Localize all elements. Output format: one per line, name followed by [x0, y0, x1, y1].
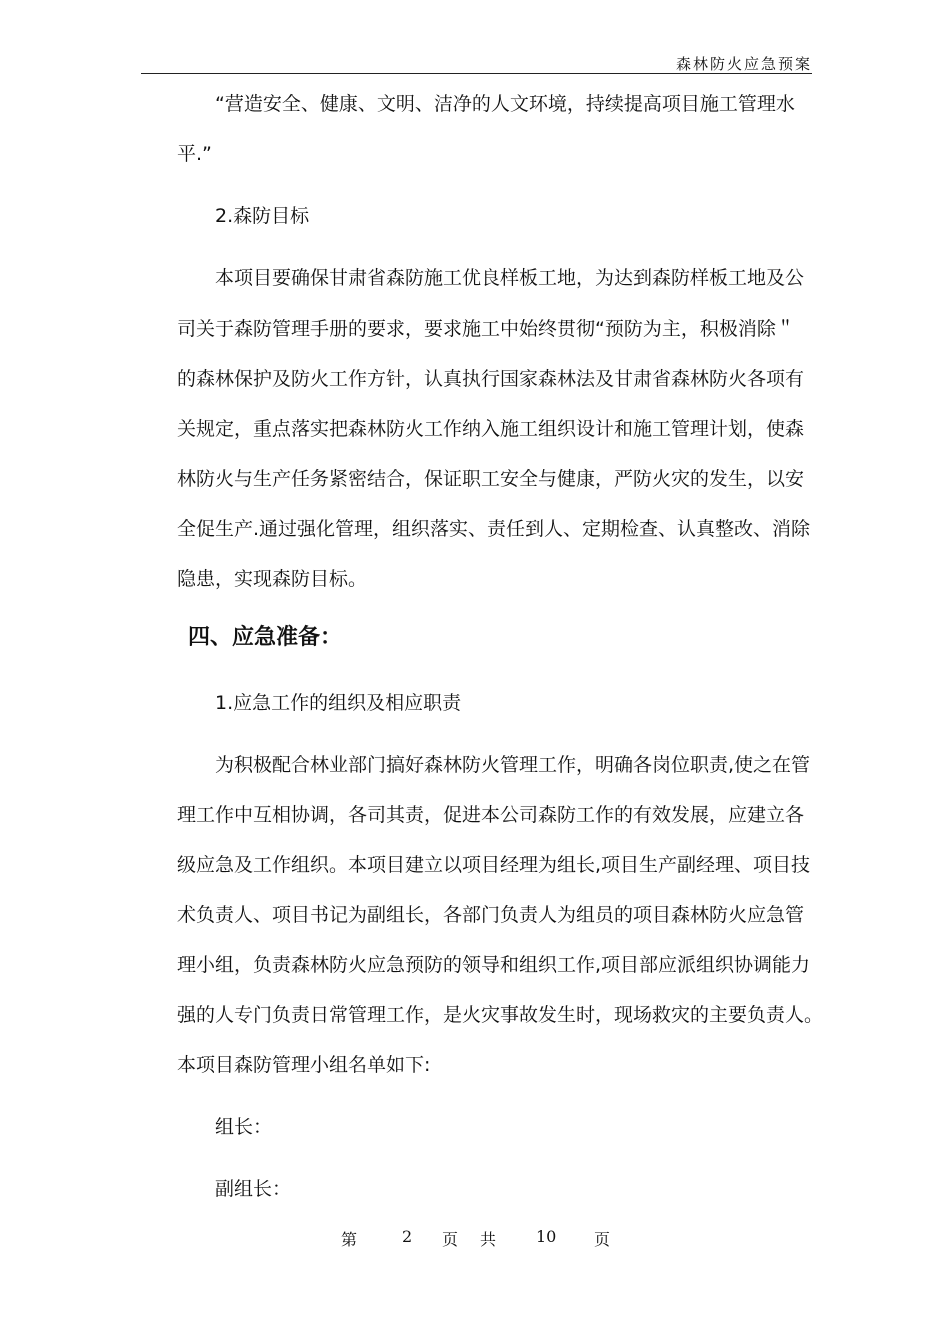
subsection-title: 1.应急工作的组织及相应职责 [215, 692, 462, 714]
paragraph-line: 术负责人、项目书记为副组长，各部门负责人为组员的项目森林防火应急管 [177, 904, 805, 926]
paragraph-line: 全促生产.通过强化管理，组织落实、责任到人、定期检查、认真整改、消除 [177, 518, 811, 540]
paragraph-line: 司关于森防管理手册的要求，要求施工中始终贯彻“预防为主，积极消除＂ [177, 318, 795, 340]
footer-label-suffix: 页 [594, 1230, 611, 1249]
subsection-title: 2.森防目标 [215, 205, 310, 227]
list-item: 组长： [215, 1116, 273, 1138]
footer-total-pages: 10 [536, 1227, 557, 1246]
paragraph-line: 级应急及工作组织。本项目建立以项目经理为组长,项目生产副经理、项目技 [177, 854, 811, 876]
paragraph-line: 为积极配合林业部门搞好森林防火管理工作，明确各岗位职责,使之在管 [215, 754, 811, 776]
paragraph-line: 强的人专门负责日常管理工作，是火灾事故发生时，现场救灾的主要负责人。 [177, 1004, 824, 1026]
paragraph-line: 的森林保护及防火工作方针，认真执行国家森林法及甘肃省森林防火各项有 [177, 368, 805, 390]
paragraph-line: 关规定，重点落实把森林防火工作纳入施工组织设计和施工管理计划，使森 [177, 418, 805, 440]
paragraph-line: 理小组，负责森林防火应急预防的领导和组织工作,项目部应派组织协调能力 [177, 954, 811, 976]
paragraph-line: 理工作中互相协调，各司其责，促进本公司森防工作的有效发展，应建立各 [177, 804, 805, 826]
footer-current-page: 2 [402, 1227, 413, 1246]
footer-label-mid: 页共 [442, 1230, 519, 1249]
paragraph-line: 隐患，实现森防目标。 [177, 568, 368, 590]
paragraph-line: 本项目森防管理小组名单如下: [177, 1054, 431, 1076]
paragraph-line: 林防火与生产任务紧密结合，保证职工安全与健康，严防火灾的发生，以安 [177, 468, 805, 490]
paragraph-line: 本项目要确保甘肃省森防施工优良样板工地，为达到森防样板工地及公 [215, 267, 805, 289]
paragraph-line: 平.” [177, 143, 212, 165]
header-title: 森林防火应急预案 [675, 55, 812, 73]
page-footer [0, 1227, 950, 1251]
paragraph-line: “营造安全、健康、文明、洁净的人文环境，持续提高项目施工管理水 [215, 93, 795, 115]
section-heading: 四、应急准备： [188, 625, 343, 650]
header-divider [141, 73, 812, 74]
list-item: 副组长： [215, 1178, 292, 1200]
footer-label-prefix: 第 [341, 1230, 358, 1249]
